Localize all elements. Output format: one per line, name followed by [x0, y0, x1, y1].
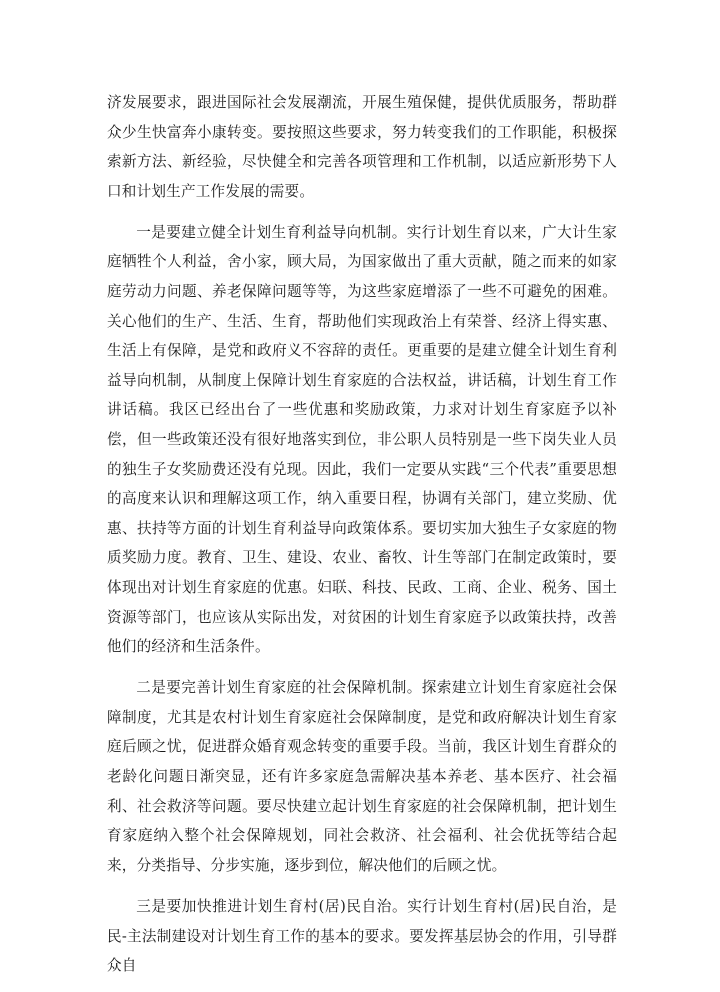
- paragraph-incentive-mechanism: 一是要建立健全计划生育利益导向机制。实行计划生育以来，广大计生家庭牺牲个人利益，舍小家，顾大局，为国家做出了重大贡献，随之而来的如家庭劳动力问题、养老保障问题等等，为这些家庭增添了一些不可避免的困难。关心他们的生产、生活、生育，帮助他们实现政治上有荣誉、经济上得实惠、生活上有保障，是党和政府义不容辞的责任。更重要的是建立健全计划生育利益导向机制，从制度上保障计划生育家庭的合法权益，讲话稿，计划生育工作讲话稿。我区已经出台了一些优惠和奖励政策，力求对计划生育家庭予以补偿，但一些政策还没有很好地落实到位，非公职人员特别是一些下岗失业人员的独生子女奖励费还没有兑现。因此，我们一定要从实践“三个代表”重要思想的高度来认识和理解这项工作，纳入重要日程，协调有关部门，建立奖励、优惠、扶持等方面的计划生育利益导向政策体系。要切实加大独生子女家庭的物质奖励力度。教育、卫生、建设、农业、畜牧、计生等部门在制定政策时，要体现出对计划生育家庭的优惠。妇联、科技、民政、工商、企业、税务、国土资源等部门，也应该从实际出发，对贫困的计划生育家庭予以政策扶持，改善他们的经济和生活条件。: [107, 223, 617, 656]
- paragraph-villager-autonomy: 三是要加快推进计划生育村(居)民自治。实行计划生育村(居)民自治，是民-主法制建设对计划生育工作的基本的要求。要发挥基层协会的作用，引导群众自: [107, 897, 617, 975]
- paragraph-social-security: 二是要完善计划生育家庭的社会保障机制。探索建立计划生育家庭社会保障制度，尤其是农村计划生育家庭社会保障制度，是党和政府解决计划生育家庭后顾之忧，促进群众婚育观念转变的重要手段。当前，我区计划生育群众的老龄化问题日渐突显，还有许多家庭急需解决基本养老、基本医疗、社会福利、社会救济等问题。要尽快建立起计划生育家庭的社会保障机制，把计划生育家庭纳入整个社会保障规划，同社会救济、社会福利、社会优抚等结合起来，分类指导、分步实施，逐步到位，解决他们的后顾之忧。: [107, 679, 617, 874]
- paragraph-continuation: 济发展要求，跟进国际社会发展潮流，开展生殖保健，提供优质服务，帮助群众少生快富奔小康转变。要按照这些要求，努力转变我们的工作职能，积极探索新方法、新经验，尽快健全和完善各项管理和工作机制，以适应新形势下人口和计划生产工作发展的需要。: [107, 94, 617, 200]
- document-body: [107, 88, 617, 992]
